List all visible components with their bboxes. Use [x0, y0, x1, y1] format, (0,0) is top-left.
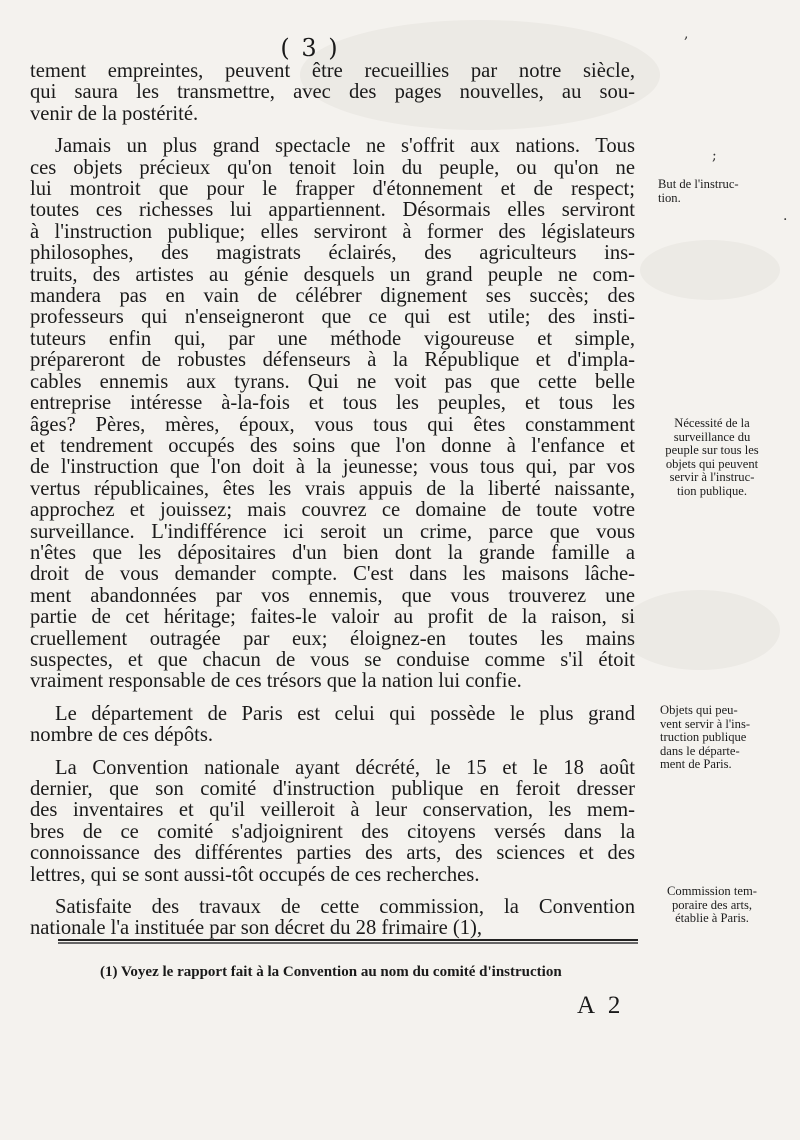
- text-line: qui saura les transmettre, avec des pages nouvelles, au sou-: [30, 81, 635, 104]
- text-line: ment abandonnées par vos ennemis, que vous trouverez une: [30, 584, 635, 607]
- page-number: ( 3 ): [280, 34, 340, 62]
- ink-mark: ,: [684, 26, 689, 42]
- paragraph-gap: [30, 747, 635, 758]
- margin-note-line: Nécessité de la: [674, 416, 750, 430]
- text-line: lui montroit que pour le frapper d'étonnement et de respect;: [30, 178, 635, 201]
- ink-mark: ;: [712, 148, 717, 164]
- paragraph: [30, 704, 635, 747]
- text-line: toutes ces richesses lui appartiennent. Désormais elles serviront: [30, 199, 635, 222]
- text-line: mandera pas en vain de célébrer dignement ses succès; des: [30, 285, 635, 308]
- text-line: et tendrement occupés des soins que l'on donne à l'enfance et: [30, 434, 635, 457]
- text-line: dernier, que son comité d'instruction publique en feroit dresser: [30, 778, 635, 800]
- margin-note-line: objets qui peuvent: [665, 456, 759, 471]
- margin-note-commission: [652, 885, 772, 926]
- text-line: nationale l'a instituée par son décret du 28 frimaire (1),: [30, 917, 483, 940]
- text-line: professeurs qui n'enseigneront que ce qui est utile; des insti-: [30, 306, 635, 329]
- margin-note-line: truction publique: [660, 730, 747, 744]
- text-line: nombre de ces dépôts.: [30, 724, 214, 747]
- margin-note-surveillance: [652, 417, 772, 498]
- text-line: prépareront de robustes défenseurs à la République et d'impla-: [30, 349, 635, 372]
- text-line: Le département de Paris est celui qui possède le plus grand: [55, 702, 635, 725]
- text-line: entreprise intéresse à-la-fois et tous les peuples, et tous les: [30, 392, 635, 415]
- paragraph: [30, 758, 635, 886]
- margin-note-line: poraire des arts,: [671, 897, 753, 912]
- text-line: connoissance des différentes parties des arts, des sciences et des: [30, 842, 635, 865]
- margin-note-line: surveillance du: [673, 429, 751, 444]
- margin-note-paris-objects: [660, 704, 780, 772]
- margin-note-purpose: [658, 178, 778, 205]
- paragraph: [30, 61, 635, 125]
- text-line: vraiment responsable de ces trésors que la nation lui confie.: [30, 670, 522, 693]
- text-line: venir de la postérité.: [30, 102, 199, 125]
- margin-note-line: établie à Paris.: [675, 911, 749, 925]
- text-line: ces objets précieux qu'on tenoit loin du peuple, ou qu'on ne: [30, 156, 635, 179]
- text-line: tuteurs enfin qui, par une méthode vigoureuse et simple,: [30, 327, 635, 350]
- text-line: suspectes, et que chacun de vous se conduise comme s'il étoit: [30, 648, 635, 671]
- margin-note-line: ment de Paris.: [660, 757, 732, 771]
- footnote: (1) Voyez le rapport fait à la Convention au nom du comité d'instruction: [100, 964, 562, 980]
- text-line: truits, des artistes au génie desquels un grand peuple ne com-: [30, 263, 635, 286]
- margin-note-line: tion publique.: [677, 483, 747, 498]
- signature-mark: A 2: [577, 992, 625, 1019]
- footnote-rule: [58, 939, 638, 941]
- text-line: surveillance. L'indifférence ici seroit un crime, parce que vous: [30, 520, 635, 543]
- ink-mark: ·: [783, 212, 788, 228]
- paper-smudge: [640, 240, 780, 300]
- margin-note-line: vent servir à l'ins-: [660, 716, 751, 731]
- text-line: des inventaires et qu'il veilleroit à leur conservation, les mem-: [30, 799, 635, 822]
- text-line: de l'instruction que l'on doit à la jeunesse; vous tous qui, par vos: [30, 456, 635, 479]
- text-line: droit de vous demander compte. C'est dans les maisons lâche-: [30, 563, 635, 586]
- margin-note-line: tion.: [658, 190, 681, 205]
- text-line: bres de ce comité s'adjoignirent des citoyens versés dans la: [30, 820, 635, 843]
- margin-note-line: Objets qui peu-: [660, 703, 738, 717]
- text-line: vertus républicaines, êtes les vrais appuis de la liberté naissante,: [30, 477, 635, 500]
- margin-note-line: dans le départe-: [660, 743, 740, 758]
- body-text: [30, 61, 635, 940]
- text-line: Jamais un plus grand spectacle ne s'offrit aux nations. Tous: [55, 135, 635, 158]
- paragraph: [30, 897, 635, 940]
- text-line: partie de cet héritage; faites-le valoir au profit de la raison, si: [30, 606, 635, 629]
- text-line: tement empreintes, peuvent être recueillies par notre siècle,: [30, 60, 635, 82]
- paragraph: [30, 136, 635, 693]
- text-line: La Convention nationale ayant décrété, le 15 et le 18 août: [55, 756, 635, 779]
- margin-note-line: Commission tem-: [667, 884, 757, 898]
- text-line: cables ennemis aux tyrans. Qui ne voit pas que cette belle: [30, 370, 635, 393]
- text-line: approchez et jouissez; mais couvrez ce domaine de toute votre: [30, 499, 635, 522]
- text-line: Satisfaite des travaux de cette commission, la Convention: [55, 896, 635, 919]
- text-line: n'êtes que les dépositaires d'un bien dont la grande famille a: [30, 541, 635, 564]
- text-line: cruellement outragée par eux; éloignez-en toutes les mains: [30, 627, 635, 650]
- text-line: à l'instruction publique; elles serviront à former des législateurs: [30, 220, 635, 243]
- text-line: lettres, qui se sont aussi-tôt occupés de ces recherches.: [30, 863, 480, 886]
- paper-smudge: [620, 590, 780, 670]
- margin-note-line: But de l'instruc-: [658, 177, 739, 191]
- text-line: âges? Pères, mères, époux, vous tous qui êtes constamment: [30, 413, 635, 436]
- text-line: philosophes, des magistrats éclairés, des agriculteurs ins-: [30, 242, 635, 265]
- margin-note-line: peuple sur tous les: [665, 443, 759, 457]
- margin-note-line: servir à l'instruc-: [669, 470, 755, 484]
